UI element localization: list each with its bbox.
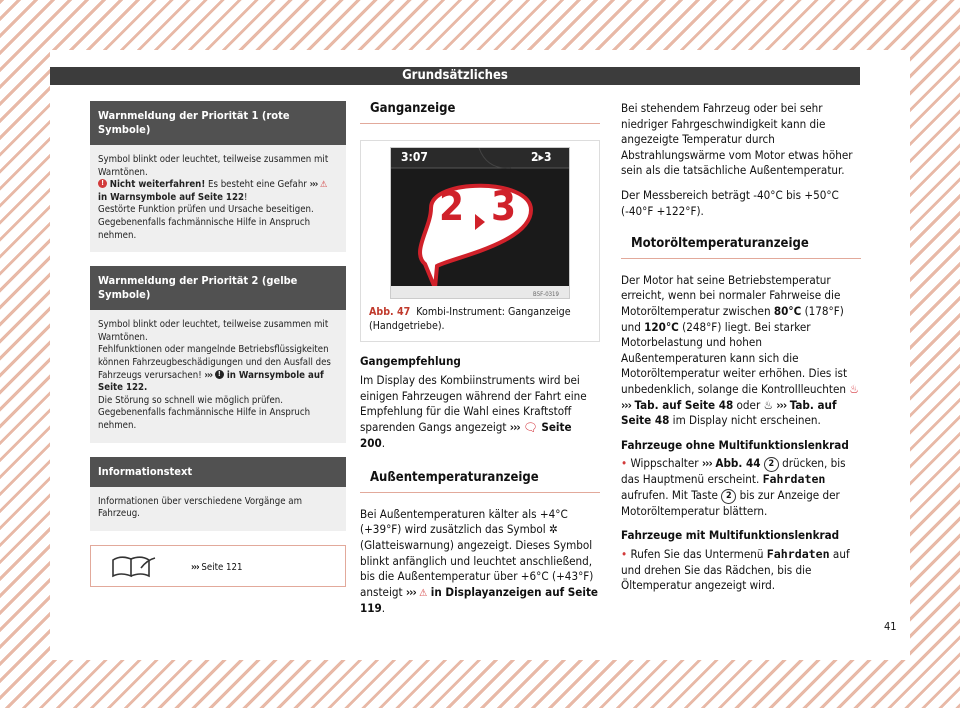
temp-80: 80°C: [773, 303, 802, 318]
paragraph-gangempfehlung: [360, 373, 600, 451]
section-title-ganganzeige: Ganganzeige: [360, 101, 600, 124]
menu-name: Fahrdaten: [766, 547, 830, 562]
big-gear-to: 3: [491, 183, 517, 230]
page-header: Grundsätzliches: [50, 67, 860, 85]
instruction-mit-mfl: [621, 547, 861, 594]
text: (248°F) liegt. Bei starker Motorbelastung und hohen Außentemperaturen kann sich die Motoröltemperatur weiter erhöhen. Dies ist unbedenklich, solange die Kontrollleuchten: [621, 319, 850, 396]
text: Der Motor hat seine Betriebstemperatur erreicht, wenn bei normaler Fahrweise die Motoröltemperatur zwischen: [621, 272, 841, 318]
left-column: [90, 101, 346, 587]
priority1-text1: Symbol blinkt oder leuchtet, teilweise zusammen mit Warntönen.: [98, 154, 329, 178]
paragraph-temperature-note: Bei stehendem Fahrzeug oder bei sehr niedriger Fahrgeschwindigkeit kann die angezeigte Temperatur durch Abstrahlungswärme vom Motor etwas höher sein als die tatsächliche Außentemperatur.: [621, 101, 853, 178]
page-number: 41: [884, 620, 897, 633]
info-section: [90, 457, 346, 531]
bullet: •: [621, 456, 628, 471]
text: .: [381, 601, 386, 616]
arrow-icon: ›››: [621, 397, 631, 412]
snowflake-icon: ✲: [548, 522, 558, 537]
small-gear-from: 2: [531, 149, 539, 164]
bullet: •: [621, 547, 628, 562]
stop-warning-icon: [98, 179, 107, 188]
text: drücken, bis das Hauptmenü erscheint.: [621, 456, 846, 487]
book-icon: [111, 554, 157, 578]
info-title: Informationstext: [90, 457, 346, 487]
text: .: [381, 435, 386, 450]
page-link-200[interactable]: Seite 200: [360, 419, 572, 450]
warning-triangle-icon: ⚠: [320, 180, 328, 191]
instruction-ohne-mfl: [621, 456, 861, 519]
priority1-link[interactable]: in Warnsymbole auf Seite 122: [98, 191, 244, 203]
priority2-text2: Fehlfunktionen oder mangelnde Betriebsflüssigkeiten können Fahrzeugbeschädigungen und den Ausfall des Fahrzeugs verursachen!: [98, 344, 331, 381]
reference-box: [90, 545, 346, 587]
arrow-icon: ›››: [191, 561, 199, 573]
text: oder: [733, 397, 764, 412]
callout-number: 2: [764, 457, 779, 472]
priority1-stop: Nicht weiterfahren!: [109, 179, 206, 191]
arrow-icon: ›››: [204, 369, 213, 381]
text: im Display nicht erscheinen.: [669, 413, 821, 428]
subheading-mit-mfl: Fahrzeuge mit Multifunktionslenkrad: [621, 528, 840, 543]
priority1-title: Warnmeldung der Priorität 1 (rote Symbole): [90, 101, 346, 145]
figure-caption-text: Kombi-Instrument: Ganganzeige (Handgetriebe).: [369, 305, 571, 332]
text: Rufen Sie das Untermenü: [627, 547, 767, 562]
small-gear-to: 3: [543, 149, 552, 164]
reference-text: Seite 121: [198, 561, 243, 573]
text: (178°F) und: [621, 303, 844, 334]
subheading-ohne-mfl: Fahrzeuge ohne Multifunktionslenkrad: [621, 437, 849, 452]
section-title-aussentemperatur: Außentemperaturanzeige: [360, 470, 600, 493]
info-body: Informationen über verschiedene Vorgänge am Fahrzeug.: [90, 487, 346, 531]
priority2-text1: Symbol blinkt oder leuchtet, teilweise zusammen mit Warntönen.: [98, 319, 329, 343]
gear-display-graphic: [391, 148, 569, 298]
text: bis zur Anzeige der Motoröltemperatur blättern.: [621, 487, 840, 518]
text: Im Display des Kombiinstruments wird bei einigen Fahrzeugen während der Fahrt eine Empfehlung für die Wahl eines Kraftstoff sparenden Gangs angezeigt: [360, 373, 587, 434]
clock-time: 3:07: [401, 149, 428, 164]
arrow-icon: ›››: [405, 584, 416, 599]
priority1-excl: !: [243, 191, 248, 203]
text: (Glatteiswarnung) angezeigt. Dieses Symbol blinkt anfänglich und leuchtet anschließend, bis die Außentemperatur über +6°C (+43°F) ansteigt: [360, 537, 594, 599]
figure-caption: [361, 299, 599, 341]
arrow-icon: ›››: [701, 456, 712, 471]
table-link[interactable]: Tab. auf Seite 48: [630, 397, 734, 412]
middle-column: [360, 101, 600, 626]
priority1-danger: Es besteht eine Gefahr: [205, 179, 310, 191]
priority2-section: [90, 266, 346, 442]
gear-recommendation-icon: 🗨: [523, 419, 538, 434]
paragraph-measurement-range: Der Messbereich beträgt -40°C bis +50°C (-40°F +122°F).: [621, 187, 839, 218]
priority2-body: [90, 310, 346, 442]
arrow-icon: ›››: [309, 179, 318, 191]
priority2-text3: Die Störung so schnell wie möglich prüfen. Gegebenenfalls fachmännische Hilfe in Anspruch nehmen.: [98, 394, 311, 431]
instrument-cluster-image: [390, 147, 570, 299]
callout-number: 2: [721, 489, 736, 504]
arrow-icon: ›››: [509, 419, 520, 434]
priority2-title: Warnmeldung der Priorität 2 (gelbe Symbole): [90, 266, 346, 310]
temp-120: 120°C: [644, 319, 679, 334]
arrow-icon: ›››: [776, 397, 787, 412]
right-column: [621, 101, 861, 603]
oil-temperature-icon: ♨: [763, 397, 773, 412]
priority1-body: [90, 145, 346, 252]
text: auf und drehen Sie das Rädchen, bis die Öltemperatur angezeigt wird.: [621, 547, 850, 593]
menu-name: Fahrdaten: [762, 472, 826, 487]
big-gear-from: 2: [439, 183, 465, 230]
priority1-section: [90, 101, 346, 252]
figure-label: Abb. 47: [369, 305, 411, 318]
section-title-motoroel: Motoröltemperaturanzeige: [621, 236, 861, 259]
figure-code: B5F-0319: [533, 290, 559, 298]
subheading-gangempfehlung: Gangempfehlung: [360, 353, 461, 368]
paragraph-motoroel: [621, 273, 861, 429]
oil-temperature-red-icon: ♨: [849, 381, 859, 396]
small-gear-recommendation: 2▸3: [531, 149, 552, 164]
info-warning-icon: [215, 370, 224, 379]
paragraph-aussentemperatur: [360, 507, 600, 617]
figure-47: [360, 140, 600, 342]
priority2-link[interactable]: in Warnsymbole auf Seite 122.: [98, 369, 324, 394]
priority1-text3: Gestörte Funktion prüfen und Ursache beseitigen. Gegebenenfalls fachmännische Hilfe in Anspruch nehmen.: [98, 204, 314, 241]
reference-link[interactable]: [191, 560, 243, 576]
page-link-119[interactable]: in Displayanzeigen auf Seite 119: [360, 584, 599, 616]
warning-triangle-icon: ⚠: [419, 587, 428, 599]
text: aufrufen. Mit Taste: [621, 487, 722, 502]
table-link-2[interactable]: Tab. auf Seite 48: [621, 397, 837, 428]
text: Bei Außentemperaturen kälter als +4°C (+39°F) wird zusätzlich das Symbol: [360, 506, 568, 537]
text: Wippschalter: [627, 456, 702, 471]
figure-link-44[interactable]: Abb. 44: [711, 456, 761, 471]
